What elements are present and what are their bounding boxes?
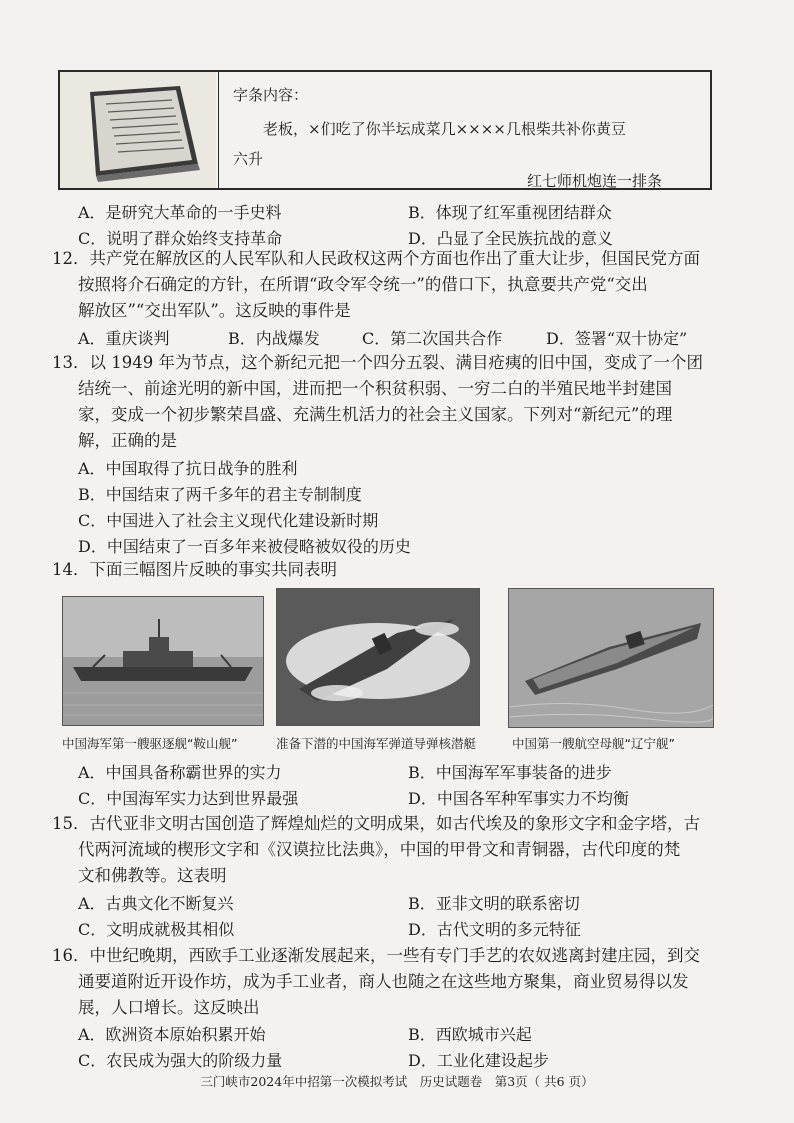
page-footer: 三门峡市2024年中招第一次模拟考试 历史试题卷 第3页（ 共6 页）: [200, 1074, 594, 1089]
q12-line1: 12．共产党在解放区的人民军队和人民政权这两个方面也作出了重大让步，但国民党方面: [52, 249, 700, 268]
caption-submarine: 准备下潜的中国海军弹道导弹核潜艇: [276, 736, 477, 751]
photo-nuclear-submarine: [276, 588, 480, 726]
q15-line3: 文和佛教等。这表明: [78, 866, 227, 885]
paper-note-photo: [60, 72, 216, 188]
q14-option-d: D．中国各军种军事实力不均衡: [408, 789, 629, 808]
q13-line4: 解，正确的是: [78, 431, 177, 450]
note-table: [58, 70, 712, 190]
q15-option-d: D．古代文明的多元特征: [408, 920, 581, 939]
q12-line2: 按照将介石确定的方针，在所谓“政令军令统一”的借口下，执意要共产党“交出: [78, 275, 648, 294]
q15-option-c: C．文明成就极其相似: [78, 920, 235, 939]
q12-option-a: A．重庆谈判: [78, 329, 170, 348]
note-line1: 老板，×们吃了你半坛成菜几××××几根柴共补你黄豆: [263, 120, 626, 138]
q12-option-d: D．签署“双十协定”: [546, 329, 688, 348]
q12-option-b: B．内战爆发: [228, 329, 320, 348]
q14-option-c: C．中国海军实力达到世界最强: [78, 789, 299, 808]
q11-option-a: A．是研究大革命的一手史料: [78, 203, 282, 222]
q16-option-b: B．西欧城市兴起: [408, 1025, 532, 1044]
q12-line3: 解放区”“交出军队”。这反映的事件是: [78, 301, 351, 320]
caption-carrier: 中国第一艘航空母舰“辽宁舰”: [512, 736, 675, 751]
q13-option-b: B．中国结束了两千多年的君主专制制度: [78, 485, 362, 504]
q13-option-c: C．中国进入了社会主义现代化建设新时期: [78, 511, 379, 530]
q16-option-a: A．欧洲资本原始积累开始: [78, 1025, 266, 1044]
q14-option-a: A．中国具备称霸世界的实力: [78, 763, 282, 782]
q11-option-b: B．体现了红军重视团结群众: [408, 203, 612, 222]
photo-destroyer-anshan: [62, 596, 264, 726]
note-line2: 六升: [233, 150, 264, 168]
q13-option-a: A．中国取得了抗日战争的胜利: [78, 459, 298, 478]
q15-line2: 代两河流域的楔形文字和《汉谟拉比法典》，中国的甲骨文和青铜器，古代印度的梵: [78, 840, 681, 859]
q16-line1: 16．中世纪晚期，西欧手工业逐渐发展起来，一些有专门手艺的农奴逃离封建庄园，到交: [52, 946, 700, 965]
q13-line1: 13．以 1949 年为节点，这个新纪元把一个四分五裂、满目疮痍的旧中国，变成了一个团: [52, 353, 703, 372]
q14-option-b: B．中国海军军事装备的进步: [408, 763, 612, 782]
q14-line1: 14．下面三幅图片反映的事实共同表明: [52, 560, 337, 579]
q11-option-c: C．说明了群众始终支持革命: [78, 229, 283, 248]
q16-option-d: D．工业化建设起步: [408, 1051, 549, 1070]
q15-option-a: A．古典文化不断复兴: [78, 894, 234, 913]
q12-option-c: C．第二次国共合作: [362, 329, 503, 348]
q13-option-d: D．中国结束了一百多年来被侵略被奴役的历史: [78, 537, 411, 556]
q16-line3: 展，人口增长。这反映出: [78, 998, 260, 1017]
photo-aircraft-carrier-liaoning: [508, 588, 714, 728]
q15-line1: 15．古代亚非文明古国创造了辉煌灿烂的文明成果，如古代埃及的象形文字和金字塔，古: [52, 814, 700, 833]
caption-destroyer: 中国海军第一艘驱逐舰“鞍山舰”: [62, 736, 238, 751]
note-photo-cell: [60, 72, 219, 188]
q15-option-b: B．亚非文明的联系密切: [408, 894, 580, 913]
q13-line2: 结统一、前途光明的新中国，进而把一个积贫积弱、一穷二白的半殖民地半封建国: [78, 379, 672, 398]
q11-option-d: D．凸显了全民族抗战的意义: [408, 229, 613, 248]
note-heading: 字条内容：: [233, 86, 309, 104]
q16-line2: 通要道附近开设作坊，成为手工业者，商人也随之在这些地方聚集，商业贸易得以发: [78, 972, 689, 991]
note-signature: 红七师机炮连一排条: [527, 172, 663, 190]
q13-line3: 家，变成一个初步繁荣昌盛、充满生机活力的社会主义国家。下列对“新纪元”的理: [78, 405, 673, 424]
q16-option-c: C．农民成为强大的阶级力量: [78, 1051, 283, 1070]
